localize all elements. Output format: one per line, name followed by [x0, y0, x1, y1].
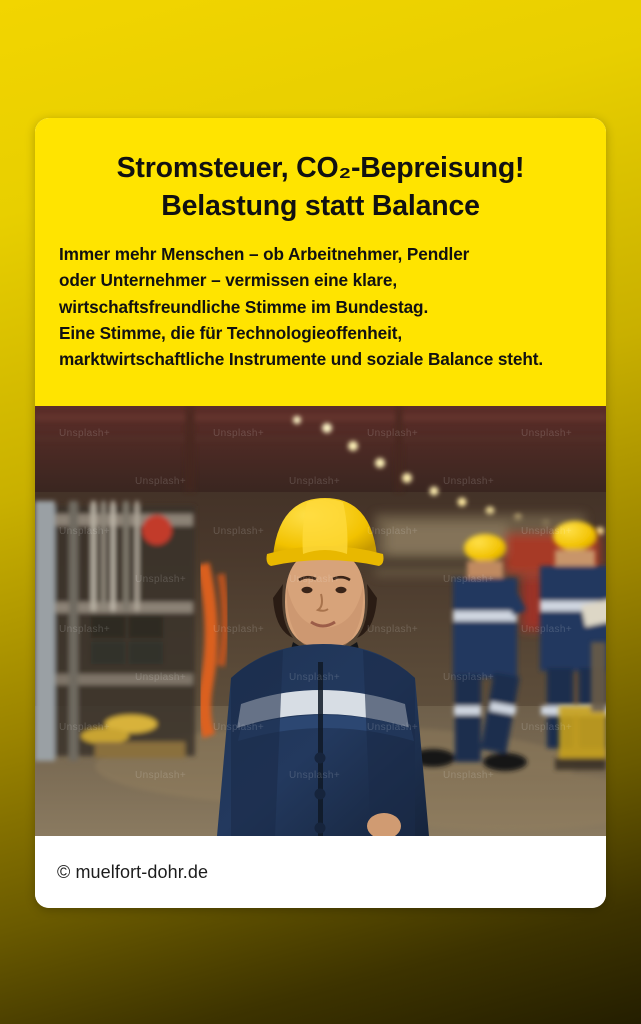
text-block [35, 118, 606, 406]
industrial-workers-photo [35, 406, 606, 836]
body-line: Immer mehr Menschen – ob Arbeitnehmer, Pendler [59, 244, 470, 265]
photo-illustration [35, 406, 606, 836]
body-paragraph [59, 241, 584, 372]
body-line: wirtschaftsfreundliche Stimme im Bundestag. [59, 296, 429, 317]
body-line: Eine Stimme, die für Technologieoffenheit, [59, 322, 403, 343]
headline-line-1: Stromsteuer, CO₂-Bepreisung! [116, 152, 525, 184]
source-credit: © muelfort-dohr.de [57, 861, 209, 882]
body-line: oder Unternehmer – vermissen eine klare, [59, 270, 397, 291]
content-card [35, 118, 606, 908]
page-title [57, 150, 584, 225]
headline-line-2: Belastung statt Balance [161, 189, 480, 222]
card-footer [35, 836, 606, 908]
body-line: marktwirtschaftliche Instrumente und soziale Balance steht. [59, 348, 544, 369]
